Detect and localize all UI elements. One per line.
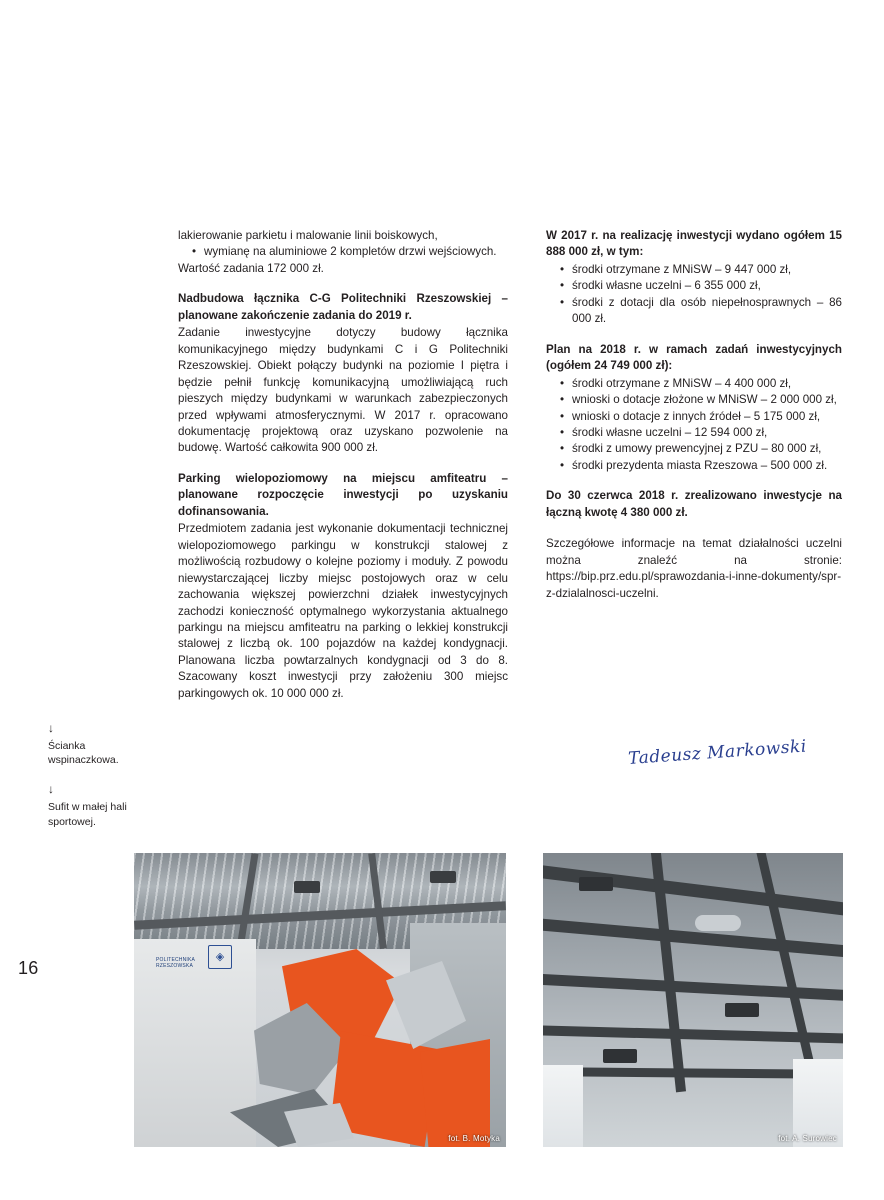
arrow-down-icon: ↓ xyxy=(48,782,54,797)
heading-2018-plan: Plan na 2018 r. w ramach zadań inwestycyjnych (ogółem 24 749 000 zł): xyxy=(546,342,842,373)
more-info-paragraph: Szczegółowe informacje na temat działalności uczelni można znaleźć na stronie: https://bip.prz.edu.pl/sprawozdania-i-inne-dokumenty/spr-z-dzialalnosci-uczelni. xyxy=(546,537,842,600)
climbing-panel-orange xyxy=(420,1039,490,1147)
list-item: • środki prezydenta miasta Rzeszowa – 500 000 zł. xyxy=(562,458,842,474)
climbing-wall-photo xyxy=(134,853,506,1147)
photo-credit: fot. A. Surowiec xyxy=(778,1134,837,1143)
list-item: • wymianę na aluminiowe 2 kompletów drzwi wejściowych. xyxy=(194,244,508,260)
arrow-down-icon: ↓ xyxy=(48,721,54,735)
list-item: • środki z dotacji dla osób niepełnosprawnych – 86 000 zł. xyxy=(562,295,842,328)
continued-paragraph: lakierowanie parkietu i malowanie linii boiskowych, xyxy=(178,229,438,242)
list-item: • środki własne uczelni – 12 594 000 zł, xyxy=(562,425,842,441)
ceiling-lamp xyxy=(430,871,456,883)
ceiling-lamp xyxy=(579,877,613,891)
handwritten-signature: Tadeusz Markowski xyxy=(627,736,808,769)
section-heading-parking: Parking wielopoziomowy na miejscu amfiteatru – planowane rozpoczęcie inwestycji po uzyskaniu dofinansowania. xyxy=(178,471,508,518)
left-text-column xyxy=(178,228,508,702)
margin-note-text: Sufit w małej hali sportowej. xyxy=(48,801,127,828)
right-text-column xyxy=(546,228,842,602)
section-body-nadbudowa: Zadanie inwestycyjne dotyczy budowy łącznika komunikacyjnego między budynkami C i G Politechniki Rzeszowskiej. Obiekt połączy budynki na poziomie I piętra i będzie pełnił funkcję komunikacyjną umożliwiającą ruch pieszych między budynkami w warunkach zabezpieczonych przed wpływami atmosferycznymi. W 2017 r. opracowano dokumentację projektową oraz uzyskano pozwolenie na budowę. Wartość całkowita 900 000 zł. xyxy=(178,326,508,455)
section-heading-nadbudowa: Nadbudowa łącznika C-G Politechniki Rzeszowskiej – planowane zakończenie zadania do 2019 r. xyxy=(178,292,508,322)
list-2017-expenses xyxy=(546,262,842,328)
page-number: 16 xyxy=(18,958,39,978)
list-item: • wnioski o dotacje złożone w MNiSW – 2 000 000 zł, xyxy=(562,392,842,408)
margin-note-text: Ścianka wspinaczkowa. xyxy=(48,740,119,767)
list-item: • środki własne uczelni – 6 355 000 zł, xyxy=(562,278,842,294)
margin-note-climbing-wall xyxy=(48,722,158,767)
heading-realized-investments: Do 30 czerwca 2018 r. zrealizowano inwestycje na łączną kwotę 4 380 000 zł. xyxy=(546,489,842,519)
list-item: • środki otrzymane z MNiSW – 4 400 000 zł, xyxy=(562,376,842,392)
list-item: • środki z umowy prewencyjnej z PZU – 80 000 zł, xyxy=(562,441,842,457)
margin-notes xyxy=(48,722,158,845)
list-2018-plan xyxy=(546,376,842,475)
task-value-line: Wartość zadania 172 000 zł. xyxy=(178,261,324,275)
list-item: • wnioski o dotacje z innych źródeł – 5 175 000 zł, xyxy=(562,409,842,425)
ceiling-vent xyxy=(695,915,741,931)
sports-hall-ceiling-photo xyxy=(543,853,843,1147)
university-crest-icon: ◈ xyxy=(208,945,232,969)
margin-note-sports-hall xyxy=(48,783,158,828)
continued-bullet-list xyxy=(178,244,508,260)
ceiling-lamp xyxy=(725,1003,759,1017)
ceiling-lamp xyxy=(603,1049,637,1063)
university-logo-text: POLITECHNIKA RZESZOWSKA xyxy=(156,957,196,970)
hall-window xyxy=(543,1065,583,1147)
section-body-parking: Przedmiotem zadania jest wykonanie dokumentacji technicznej wielopoziomowego parkingu w konstrukcji stalowej z możliwością rozbudowy o kolejne poziomy i moduły. Z powodu niewystarczającej liczby miejsc postojowych oraz w celu zachowania większej powierzchni działek inwestycyjnych zachodzi konieczność optymalnego wykorzystania aktualnego parkingu na miejscu amfiteatru na parking o lekkiej konstrukcji stalowej z liczbą ok. 100 pojazdów na każdej kondygnacji. Planowana liczba powtarzalnych kondygnacji od 3 do 8. Szacowany koszt inwestycji przy założeniu 300 miejsc parkingowych ok. 10 000 000 zł. xyxy=(178,522,508,700)
ceiling-lamp xyxy=(294,881,320,893)
photo-credit: fot. B. Motyka xyxy=(448,1134,500,1143)
list-item: • środki otrzymane z MNiSW – 9 447 000 zł, xyxy=(562,262,842,278)
heading-2017-expenses: W 2017 r. na realizację inwestycji wydano ogółem 15 888 000 zł, w tym: xyxy=(546,229,842,259)
